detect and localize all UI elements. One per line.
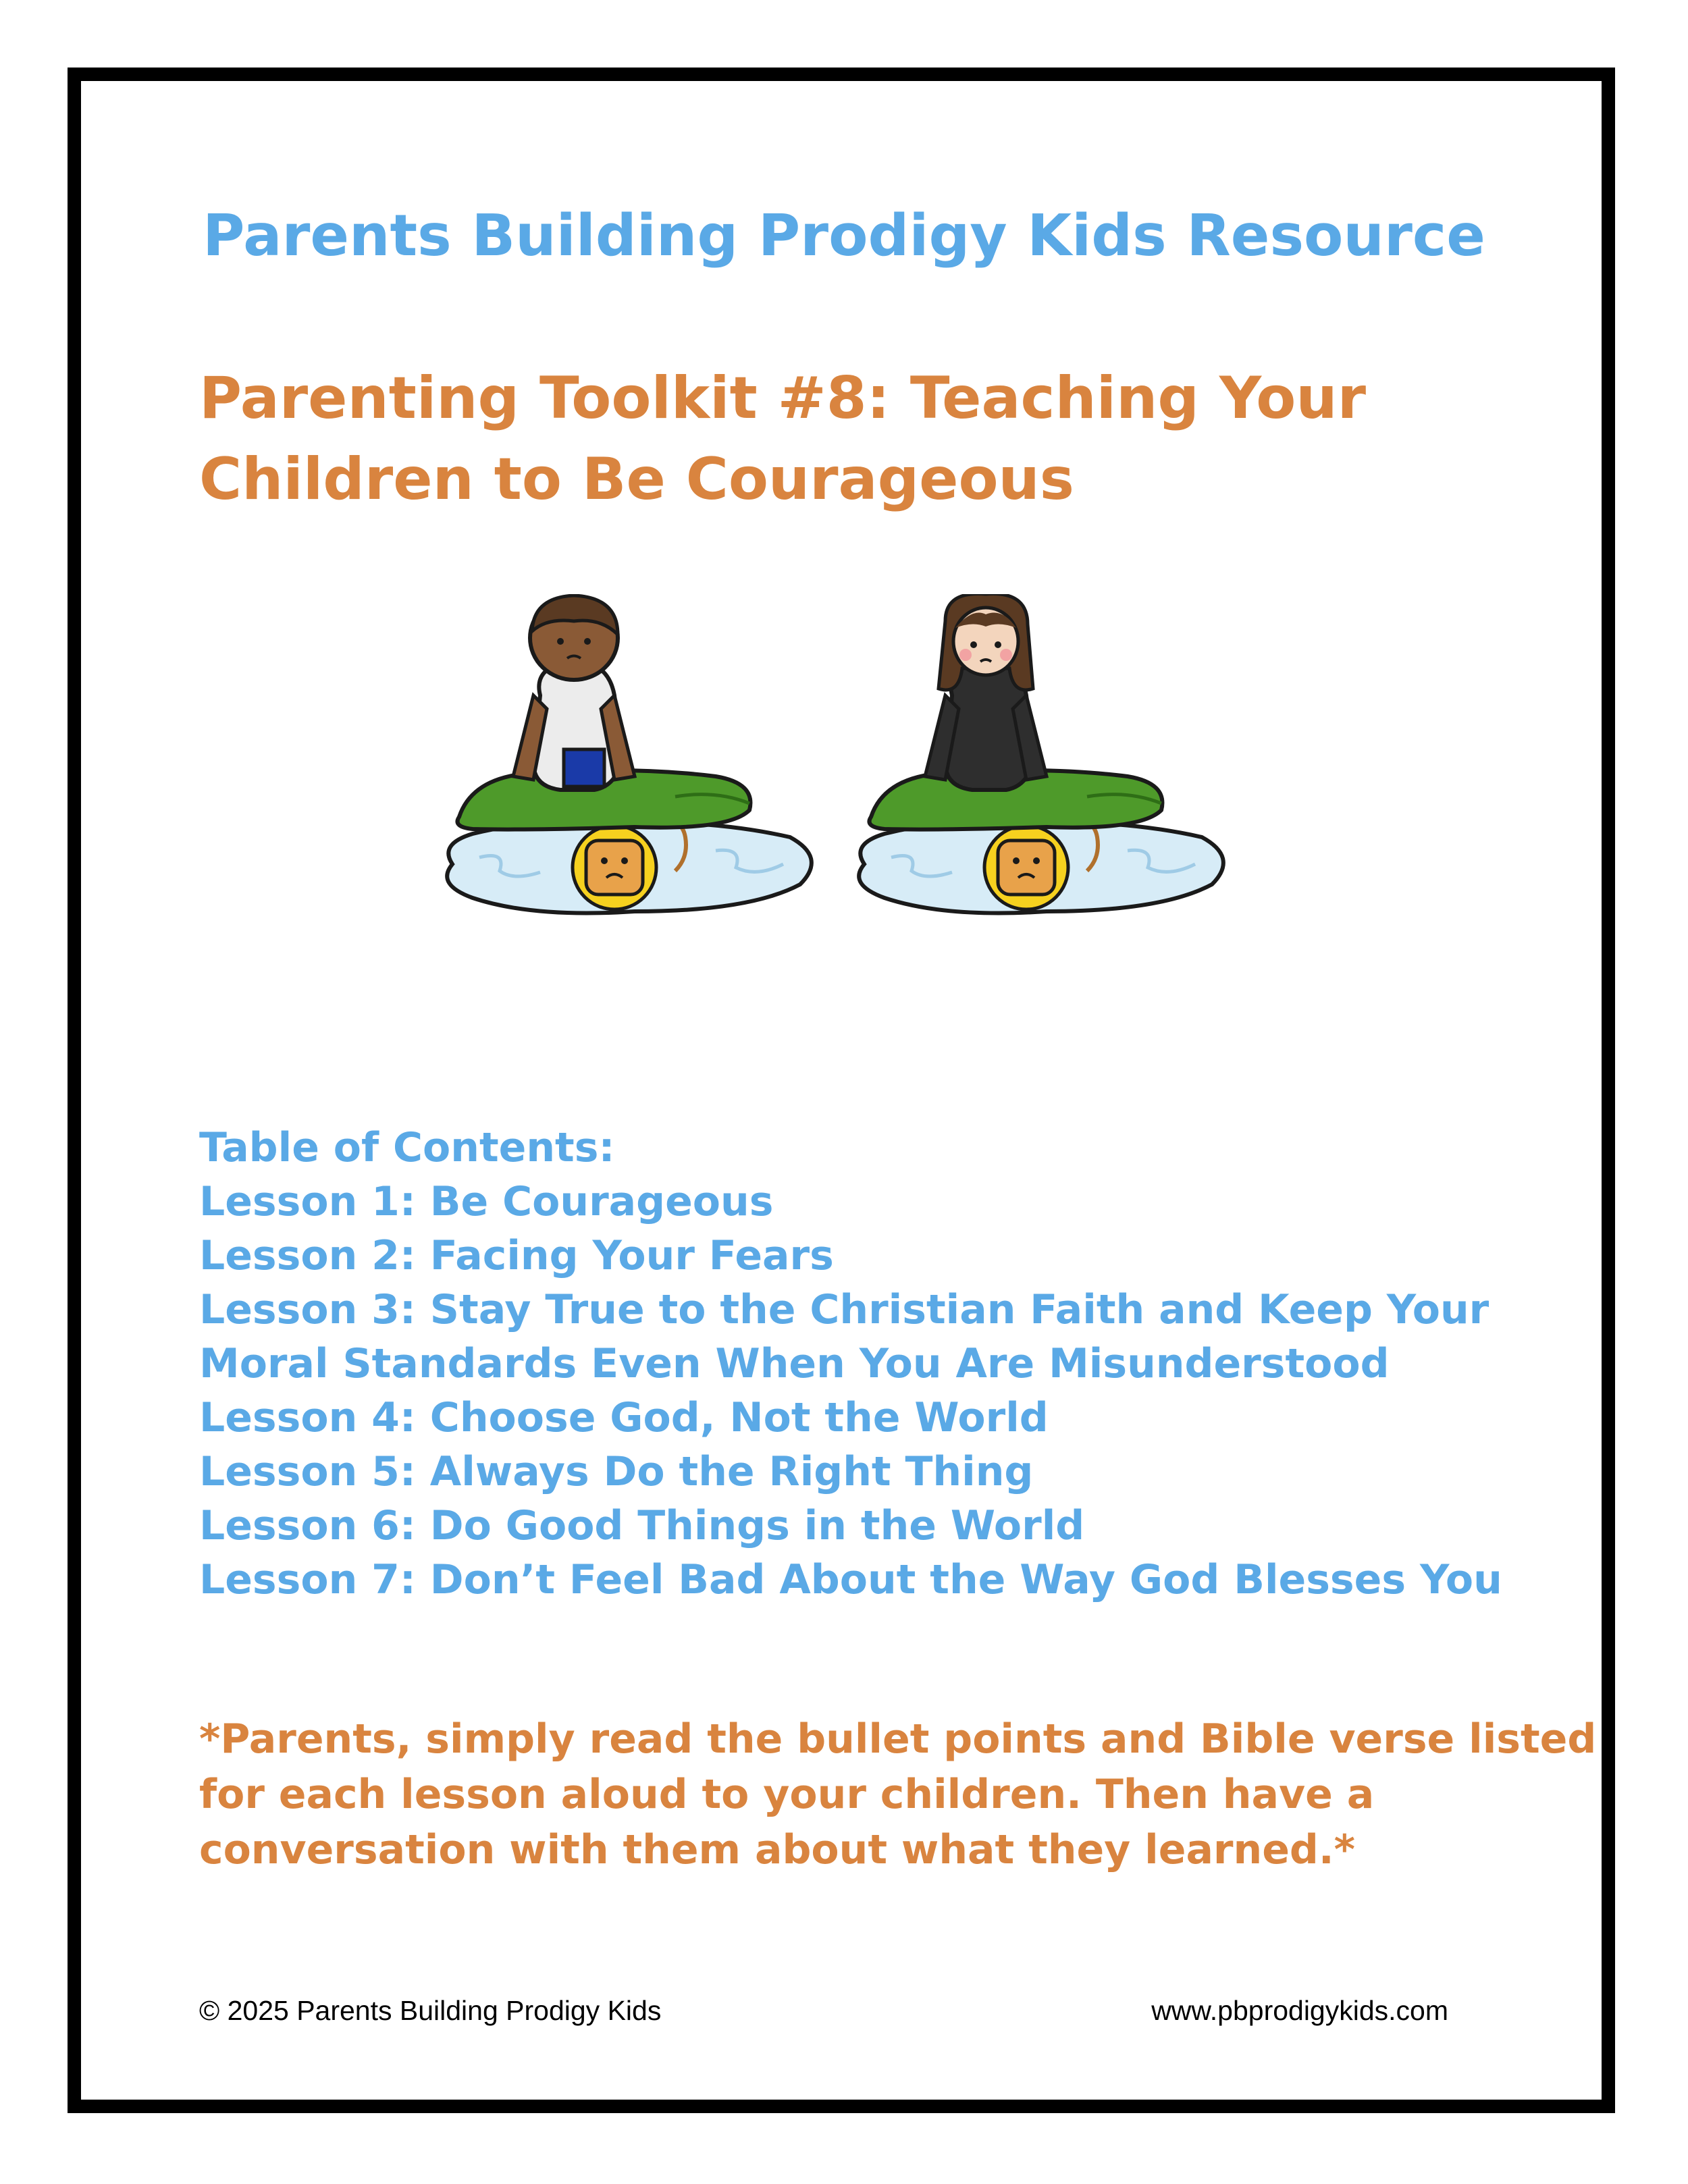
- toc-line: Lesson 3: Stay True to the Christian Faith and Keep Your: [199, 1286, 1489, 1333]
- toc-line: Lesson 7: Don’t Feel Bad About the Way God Blesses You: [199, 1556, 1502, 1603]
- toolkit-title-line-2: Children to Be Courageous: [199, 446, 1074, 513]
- resource-title: Parents Building Prodigy Kids Resource: [203, 203, 1485, 269]
- toc-line: Lesson 1: Be Courageous: [199, 1178, 774, 1225]
- note-line: for each lesson aloud to your children. Then have a: [199, 1771, 1375, 1818]
- toc-line: Lesson 5: Always Do the Right Thing: [199, 1448, 1034, 1495]
- table-of-contents: [199, 1121, 1550, 1607]
- boy-lion-reflection-image: [447, 595, 812, 913]
- website-text: www.pbprodigykids.com: [1151, 1995, 1448, 2026]
- note-line: *Parents, simply read the bullet points and Bible verse listed: [199, 1715, 1597, 1763]
- note-line: conversation with them about what they learned.*: [199, 1826, 1356, 1873]
- toolkit-title: [199, 358, 1482, 520]
- copyright-text: © 2025 Parents Building Prodigy Kids: [199, 1995, 662, 2026]
- toc-line: Lesson 6: Do Good Things in the World: [199, 1502, 1085, 1549]
- toc-heading: Table of Contents:: [199, 1124, 615, 1171]
- parent-instructions-note: [199, 1711, 1597, 1877]
- illustration-children-lion-reflections: [432, 594, 1256, 972]
- toc-line: Lesson 2: Facing Your Fears: [199, 1232, 834, 1279]
- toc-line: Moral Standards Even When You Are Misunderstood: [199, 1340, 1390, 1387]
- toc-line: Lesson 4: Choose God, Not the World: [199, 1394, 1049, 1441]
- girl-lion-reflection-image: [859, 594, 1223, 913]
- toolkit-title-line-1: Parenting Toolkit #8: Teaching Your: [199, 365, 1366, 432]
